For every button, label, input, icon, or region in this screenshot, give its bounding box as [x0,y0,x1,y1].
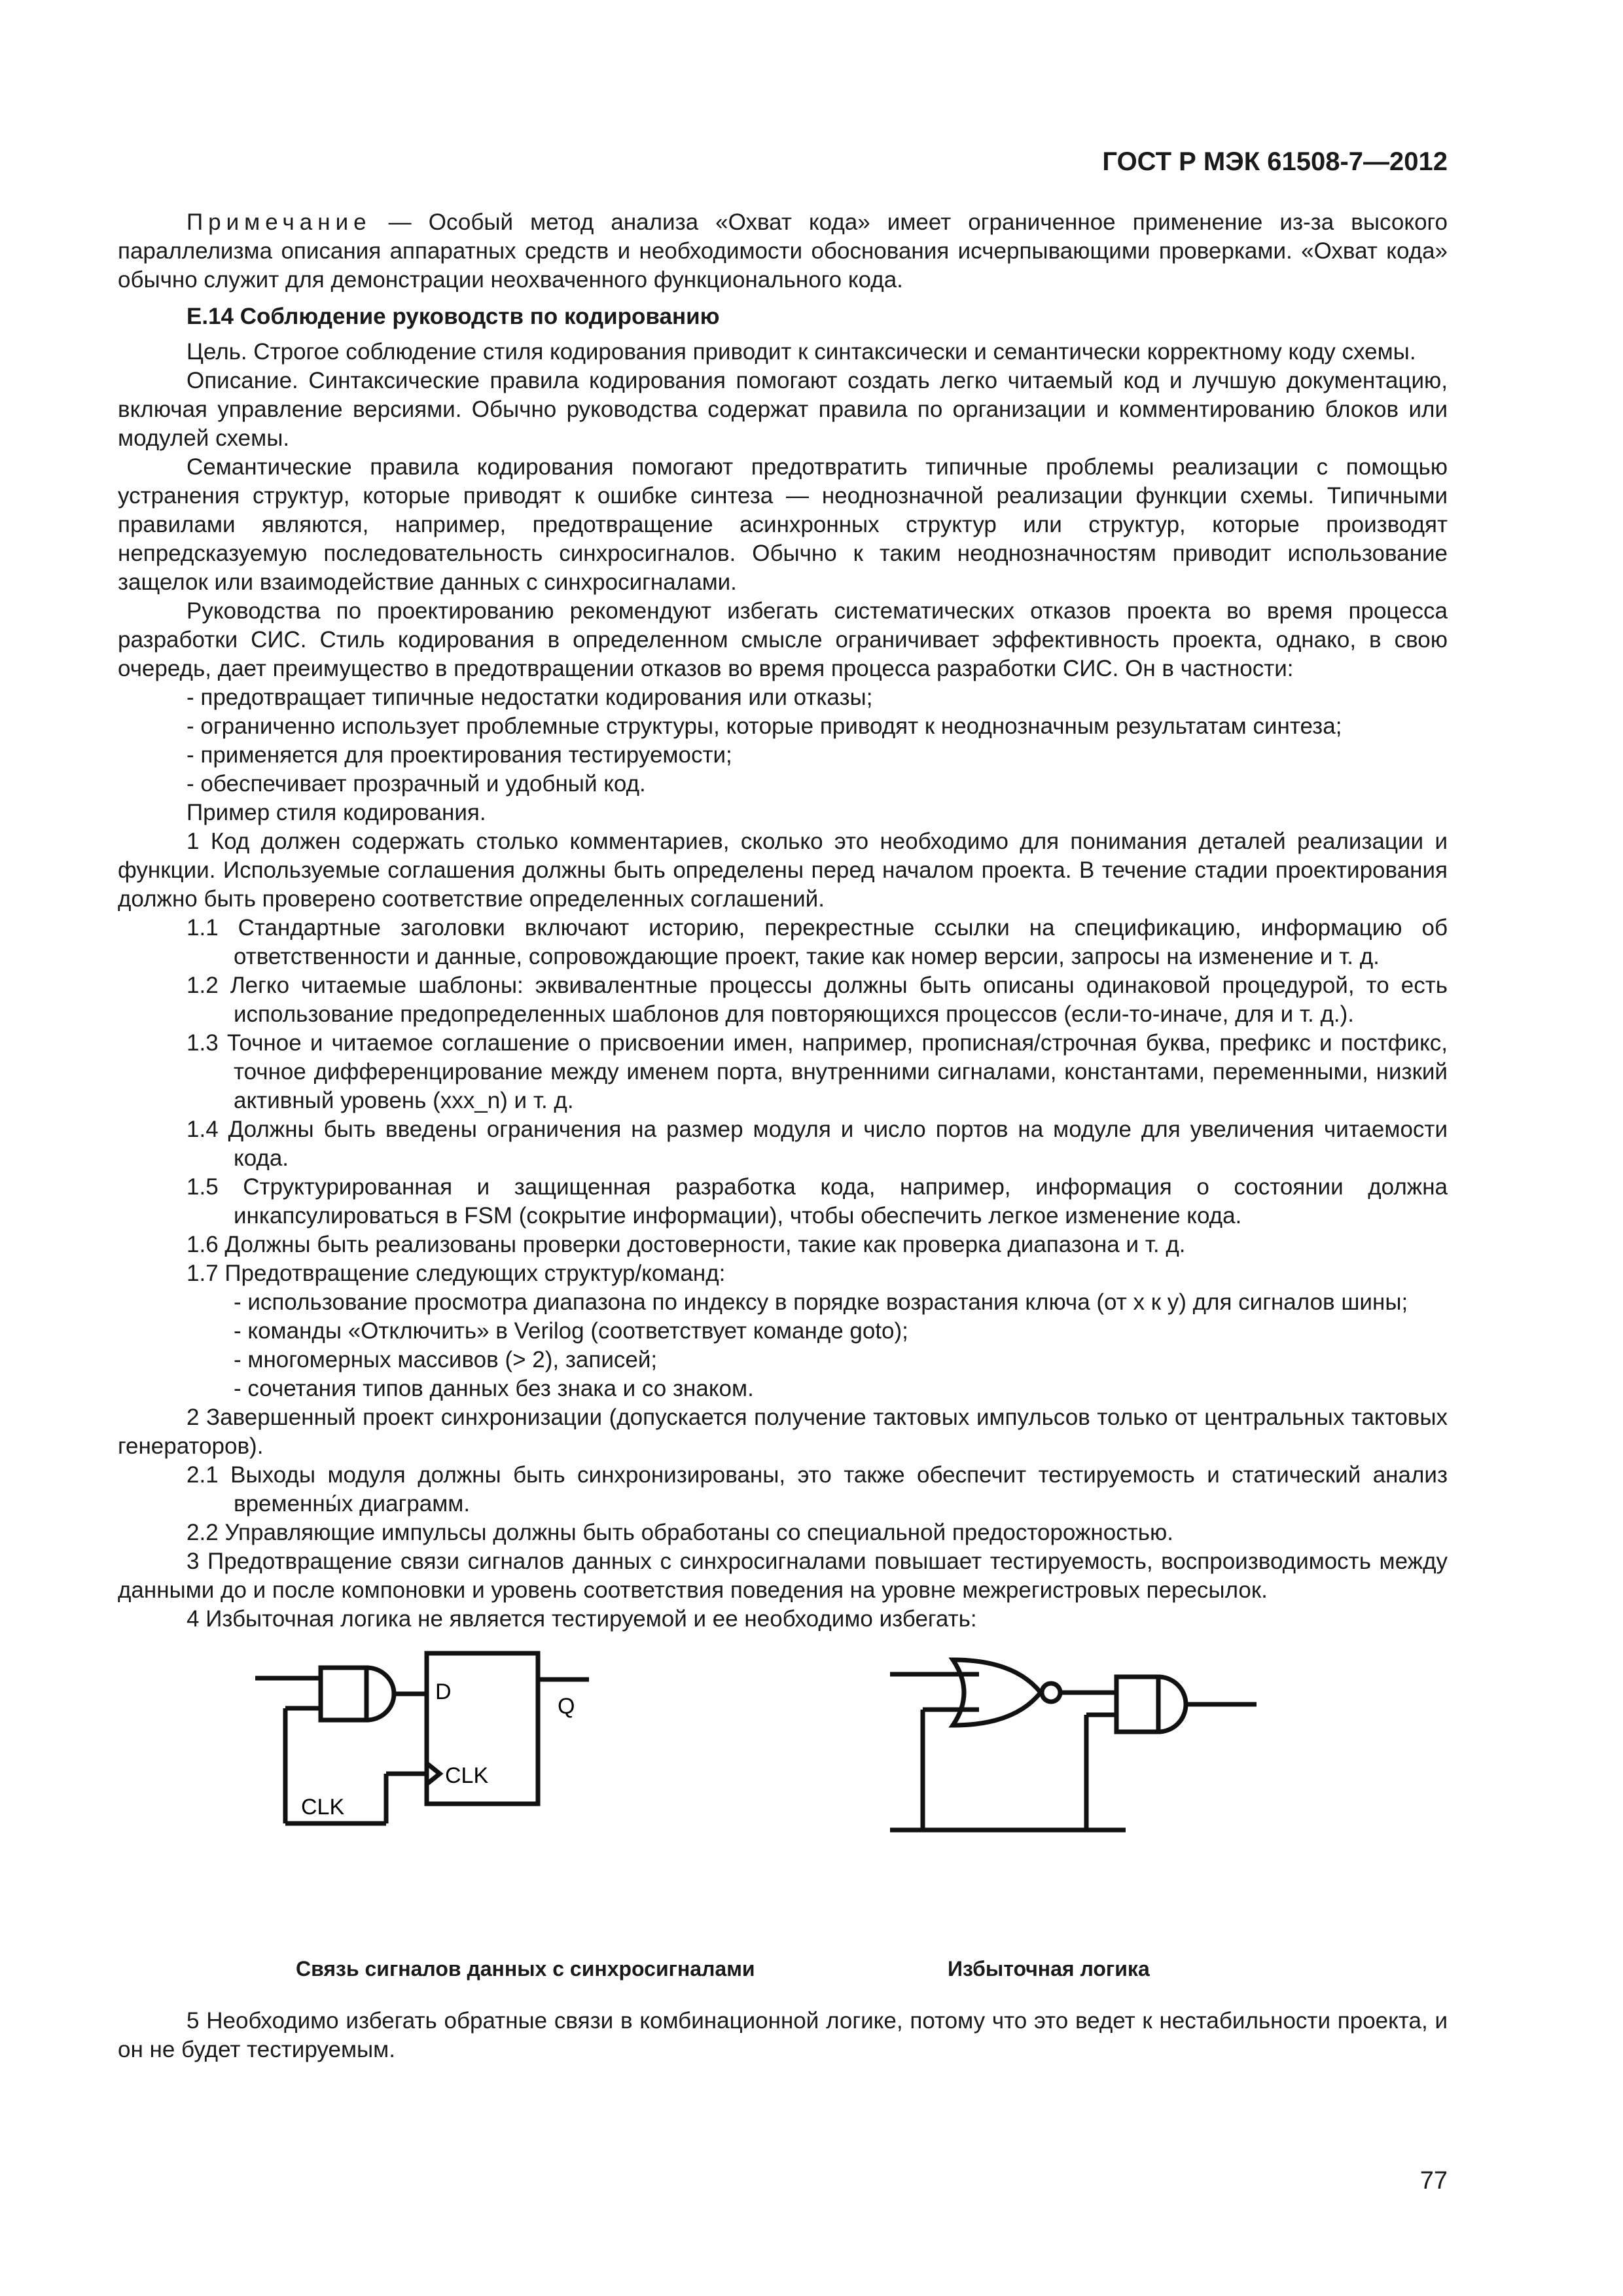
item-1-1: 1.1 Стандартные заголовки включают историю, перекрестные ссылки на спецификацию, информацию об ответственности и данные, сопровождающие проект, такие как номер версии, запросы на изменение и т. д. [187,915,1448,969]
and-gate-body [321,1668,366,1720]
clock-coupling-diagram [242,1640,740,1863]
guides-paragraph: Руководства по проектированию рекомендуют избегать систематических отказов проекта во время процесса разработки СИС. Стиль кодирования в определенном смысле ограничивает эффективность проекта, однако, в свою очередь, дает преимущество в предотвращении отказов во время процесса разработки СИС. Он в частности: [118,598,1448,681]
item-1-4: 1.4 Должны быть введены ограничения на размер модуля и число портов на модуле для увеличения читаемости кода. [187,1117,1448,1171]
item-4: 4 Избыточная логика не является тестируемой и ее необходимо избегать: [187,1606,977,1632]
item-1-6: 1.6 Должны быть реализованы проверки достоверности, такие как проверка диапазона и т. д. [187,1232,1186,1257]
list-item: - многомерных массивов (> 2), записей; [234,1347,658,1372]
item-5: 5 Необходимо избегать обратные связи в комбинационной логике, потому что это ведет к нестабильности проекта, и он не будет тестируемым. [118,2008,1448,2062]
figures-row [118,1640,1448,1889]
item-1: 1 Код должен содержать столько комментариев, сколько это необходимо для понимания деталей реализации и функции. Используемые соглашения должны быть определены перед началом проекта. В течение стадии проектирования должно быть проверено соответствие определенных соглашений. [118,829,1448,912]
item-1-5: 1.5 Структурированная и защищенная разработка кода, например, информация о состоянии должна инкапсулироваться в FSM (сокрытие информации), чтобы обеспечить легкое изменение кода. [187,1174,1448,1229]
label-clk-line: CLK [301,1795,345,1820]
note-paragraph [118,208,1448,295]
item-3: 3 Предотвращение связи сигналов данных с синхросигналами повышает тестируемость, воспроизводимость между данными до и после компоновки и уровень соответствия поведения на уровне межрегистровых пересылок. [118,1549,1448,1603]
note-text: — Особый метод анализа «Охват кода» имеет ограниченное применение из-за высокого параллелизма описания аппаратных средств и необходимости обоснования исчерпывающими проверками. «Охват кода» обычно служит для демонстрации неохваченного функционального кода. [118,209,1448,293]
redundant-logic-diagram [890,1640,1400,1863]
figure-caption-right: Избыточная логика [948,1957,1150,1981]
list-item: - ограниченно использует проблемные структуры, которые приводят к неоднозначным результатам синтеза; [187,713,1342,739]
nor-gate-body [953,1660,1041,1725]
section-heading: Е.14 Соблюдение руководств по кодированию [187,304,720,329]
semantic-paragraph: Семантические правила кодирования помогают предотвратить типичные проблемы реализации с помощью устранения структур, которые приводят к ошибке синтеза — неоднозначной реализации функции схемы. Типичными правилами являются, например, предотвращение асинхронных структур или структур, которые производят непредсказуемую последовательность синхросигналов. Обычно к таким неоднозначностям приводит использование защелок или взаимодействие данных с синхросигналами. [118,454,1448,595]
page-number: 77 [1419,2167,1448,2195]
label-q: Q [558,1694,575,1719]
figure-caption-left: Связь сигналов данных с синхросигналами [296,1957,755,1981]
list-item: - использование просмотра диапазона по индексу в порядке возрастания ключа (от x к y) для сигналов шины; [234,1289,1408,1315]
note-lead: Примечание [187,209,372,235]
item-2-1: 2.1 Выходы модуля должны быть синхронизированы, это также обеспечит тестируемость и статический анализ временны́х диаграмм. [187,1462,1448,1516]
list-item: - обеспечивает прозрачный и удобный код. [187,771,646,797]
description-paragraph: Описание. Синтаксические правила кодирования помогают создать легко читаемый код и лучшую документацию, включая управление версиями. Обычно руководства содержат правила по организации и комментированию блоков или модулей схемы. [118,368,1448,451]
item-1-3: 1.3 Точное и читаемое соглашение о присвоении имен, например, прописная/строчная буква, префикс и постфикс, точное дифференцирование между именем порта, внутренними сигналами, константами, переменными, низкий активный уровень (xxx_n) и т. д. [187,1030,1448,1113]
list-item: - сочетания типов данных без знака и со знаком. [234,1376,754,1401]
goal-paragraph: Цель. Строгое соблюдение стиля кодирования приводит к синтаксически и семантически корректному коду схемы. [187,339,1416,365]
example-title: Пример стиля кодирования. [187,800,486,825]
nor-bubble [1042,1683,1060,1702]
and-gate-body-2 [1116,1677,1158,1732]
page-body [118,208,1448,1889]
item-1-2: 1.2 Легко читаемые шаблоны: эквивалентные процессы должны быть описаны одинаковой процедурой, то есть использование предопределенных шаблонов для повторяющихся процессов (если-то-иначе, для и т. д.). [187,973,1448,1027]
item-1-7: 1.7 Предотвращение следующих структур/команд: [187,1261,726,1286]
item-2: 2 Завершенный проект синхронизации (допускается получение тактовых импульсов только от центральных тактовых генераторов). [118,1405,1448,1459]
item-2-2: 2.2 Управляющие импульсы должны быть обработаны со специальной предосторожностью. [187,1520,1173,1545]
label-clk-ff: CLK [445,1763,489,1788]
list-item: - команды «Отключить» в Verilog (соответствует команде goto); [234,1318,908,1344]
label-d: D [435,1679,452,1704]
list-item: - применяется для проектирования тестируемости; [187,742,732,768]
list-item: - предотвращает типичные недостатки кодирования или отказы; [187,685,873,710]
document-code: ГОСТ Р МЭК 61508-7—2012 [1102,147,1448,176]
